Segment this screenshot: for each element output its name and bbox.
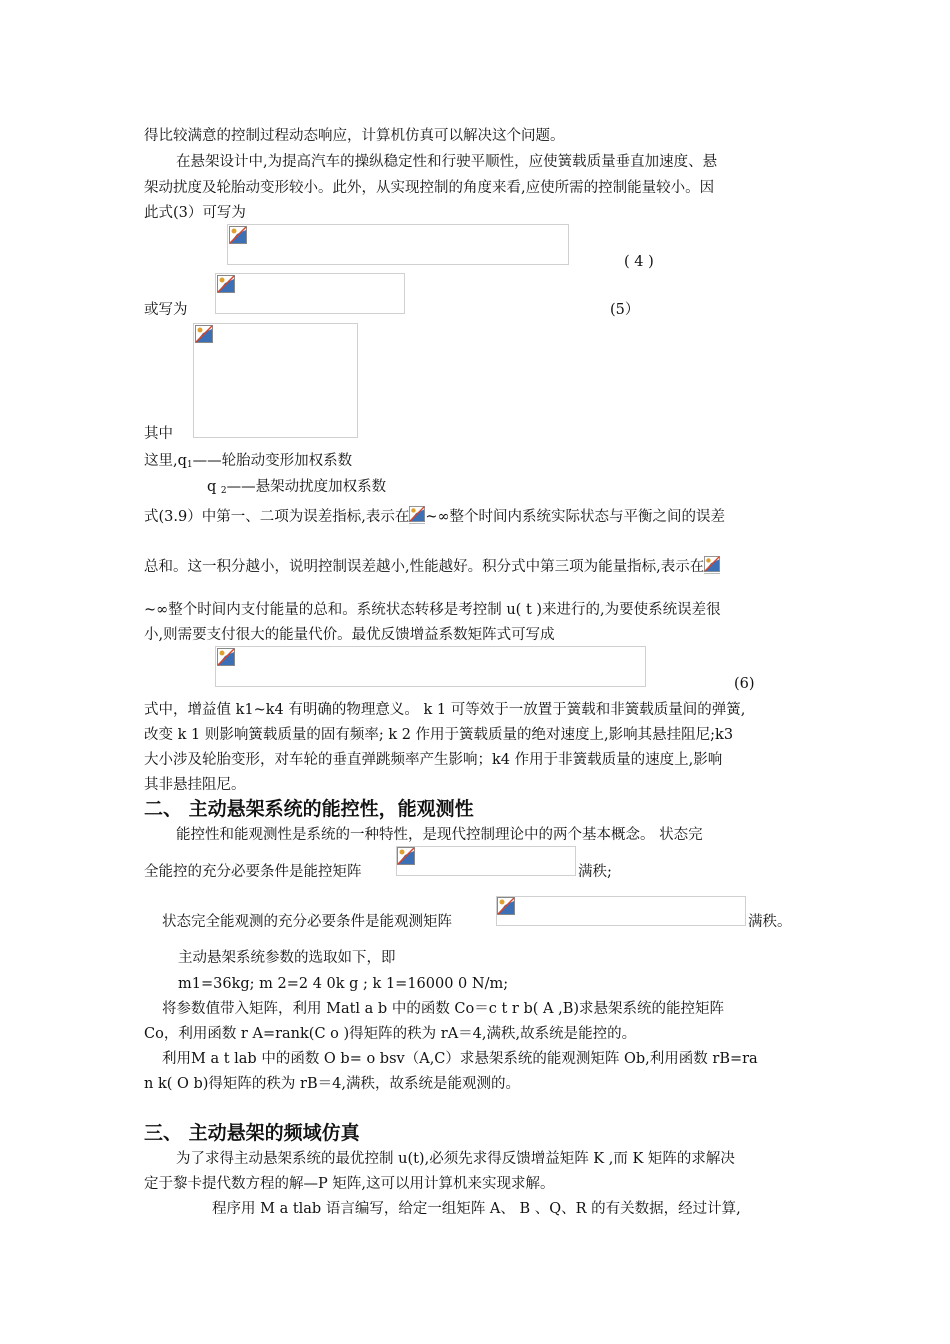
paragraph-line: 大小涉及轮胎变形，对车轮的垂直弹跳频率产生影响；k4 作用于非簧载质量的速度上,影响 <box>144 752 723 768</box>
controllability-matrix-image <box>396 846 576 876</box>
observability-matrix-image <box>496 896 746 926</box>
text-span: 总和。这一积分越小，说明控制误差越小,性能越好。积分式中第三项为能量指标,表示在 <box>144 559 705 575</box>
broken-image-icon <box>704 555 720 574</box>
paragraph-line: 满秩。 <box>748 914 792 930</box>
broken-image-icon <box>397 847 415 865</box>
broken-image-icon <box>497 897 515 915</box>
paragraph-line: 改变 k 1 则影响簧载质量的固有频率; k 2 作用于簧载质量的绝对速度上,影响其悬挂阻尼;k3 <box>144 727 734 743</box>
paragraph-line: 在悬架设计中,为提高汽车的操纵稳定性和行驶平顺性，应使簧载质量垂直加速度、悬 <box>176 154 718 170</box>
paragraph-line: 式中，增益值 k1~k4 有明确的物理意义。 k 1 可等效于一放置于簧载和非簧载质量间的弹簧, <box>144 702 746 718</box>
broken-image-icon <box>409 505 425 524</box>
text-span: 式(3.9）中第一、二项为误差指标,表示在 <box>144 509 410 525</box>
q1-symbol: 这里,q <box>144 453 187 469</box>
q2-symbol: q <box>207 479 217 495</box>
equation-number: ( 4 ) <box>624 254 654 270</box>
paragraph-line: 将参数值带入矩阵，利用 Matl a b 中的函数 Co＝c t r b( A ,B)求悬架系统的能控矩阵 <box>162 1001 725 1017</box>
paragraph-line: 状态完全能观测的充分必要条件是能观测矩阵 <box>162 914 452 930</box>
matrix-image <box>193 323 358 438</box>
paragraph-line: Co，利用函数 r A=rank(C o )得矩阵的秩为 rA＝4,满秩,故系统是能控的。 <box>144 1026 637 1042</box>
equation-number: (6) <box>734 676 755 692</box>
paragraph-line: 全能控的充分必要条件是能控矩阵 <box>144 864 362 880</box>
broken-image-icon <box>217 648 235 666</box>
paragraph-line: 主动悬架系统参数的选取如下，即 <box>178 950 396 966</box>
equation-image-4 <box>227 224 569 265</box>
paragraph-line: 得比较满意的控制过程动态响应，计算机仿真可以解决这个问题。 <box>144 128 565 144</box>
paragraph-line: 定于黎卡提代数方程的解—P 矩阵,这可以用计算机来实现求解。 <box>144 1176 555 1192</box>
paragraph-line: 此式(3）可写为 <box>144 205 246 221</box>
paragraph-line: 其非悬挂阻尼。 <box>144 777 246 793</box>
section-heading: 三、 主动悬架的频域仿真 <box>144 1122 360 1144</box>
q2-subscript: 2 <box>220 486 227 496</box>
paragraph-line: m1=36kg; m 2=2 4 0k g ; k 1=16000 0 N/m; <box>178 976 509 992</box>
equation-number: (5） <box>610 302 640 318</box>
paragraph-line: 小,则需要支付很大的能量代价。最优反馈增益系数矩阵式可写成 <box>144 627 555 643</box>
paragraph-line: 架动扰度及轮胎动变形较小。此外，从实现控制的角度来看,应使所需的控制能量较小。因 <box>144 180 715 196</box>
q1-text: ——轮胎动变形加权系数 <box>192 453 353 469</box>
paragraph-line: 为了求得主动悬架系统的最优控制 u(t),必须先求得反馈增益矩阵 K ,而 K 矩阵的求解决 <box>176 1151 735 1167</box>
paragraph-line: 满秩; <box>578 864 612 880</box>
paragraph-line: 程序用 M a tlab 语言编写，给定一组矩阵 A、 B 、Q、R 的有关数据，经过计算, <box>212 1201 741 1217</box>
paragraph-line: 其中 <box>144 426 173 442</box>
paragraph-line <box>144 555 720 577</box>
paragraph-line: ~∞整个时间内支付能量的总和。系统状态转移是考控制 u( t )来进行的,为要使系统误差很 <box>144 602 721 618</box>
section-heading: 二、 主动悬架系统的能控性，能观测性 <box>144 798 474 820</box>
paragraph-line: 能控性和能观测性是系统的一种特性，是现代控制理论中的两个基本概念。 状态完 <box>176 827 703 843</box>
q2-definition <box>207 477 386 501</box>
paragraph-line: n k( O b)得矩阵的秩为 rB＝4,满秩，故系统是能观测的。 <box>144 1076 520 1092</box>
paragraph-line <box>144 505 725 527</box>
equation-image-6 <box>215 646 646 687</box>
q2-text: ——悬架动扰度加权系数 <box>226 479 387 495</box>
text-span: ~∞整个时间内系统实际状态与平衡之间的误差 <box>425 509 726 525</box>
broken-image-icon <box>229 226 247 244</box>
broken-image-icon <box>217 275 235 293</box>
q1-subscript: 1 <box>186 460 193 470</box>
paragraph-line: 利用M a t lab 中的函数 O b= o bsv（A,C）求悬架系统的能观测矩阵 Ob,利用函数 rB=ra <box>162 1051 758 1067</box>
equation-image-5 <box>215 273 405 314</box>
paragraph-line: 或写为 <box>144 302 188 318</box>
q1-definition <box>144 451 352 475</box>
broken-image-icon <box>195 325 213 343</box>
